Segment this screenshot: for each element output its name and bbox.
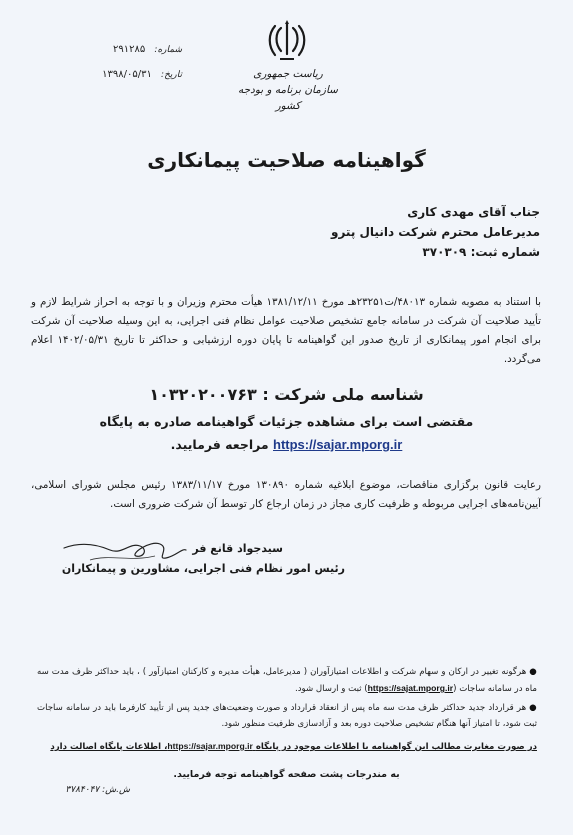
signatory-position: رئیس امور نظام فنی اجرایی، مشاورین و پیمانکاران [61,562,345,575]
signatory-name: سیدجواد قانع فر [192,542,283,555]
sajat-link[interactable]: https://sajat.mporg.ir [367,683,454,693]
serial-label: ش.ش: [102,785,130,795]
footer-note-contracts [37,700,537,732]
certificate-title: گواهینامه صلاحیت پیمانکاری [147,148,426,172]
notice-url-row [0,437,573,452]
national-id-label: شناسه ملی شرکت : [262,385,424,404]
serial-row [40,785,130,795]
registration-number: ۳۷۰۳۰۹ [422,245,467,259]
footer-warning [37,738,537,755]
note-changes-text: هرگونه تغییر در ارکان و سهام شرکت و اطلاعات امتیازآوران ( مدیرعامل، هیأت مدیره و کارکنان امتیازآور ) ، باید حداکثر ظرف مدت سه ماه در سامانه ساجات ( [37,667,537,694]
approval-paragraph: با استناد به مصوبه شماره ۴۸۰۱۳/ت۲۳۲۵۱هـ مورخ ۱۳۸۱/۱۲/۱۱ هیأت محترم وزیران و با توجه به احراز شرایط لازم و تأیید صلاحیت آن شرکت در سامانه جامع تشخیص صلاحیت عوامل نظام فنی اجرایی، به این وسیله صلاحیت آن شرکت برای انجام امور پیمانکاری از تاریخ صدور این گواهینامه تا پایان دوره ارزشیابی و حداکثر تا تاریخ ۱۴۰۲/۰۵/۳۱ اعلام می‌گردد. [31,296,541,365]
letter-date-label: تاریخ: [161,70,182,80]
organization-name [228,66,348,114]
notice-refer-text: مراجعه فرمایید. [170,437,269,452]
letter-date-row [62,69,182,80]
sajar-link[interactable]: https://sajar.mporg.ir [273,437,403,452]
notice-line: مقتضی است برای مشاهده جزئیات گواهینامه صادره به پایگاه [99,414,474,429]
org-line-organization: سازمان برنامه و بودجه کشور [238,84,338,112]
addressee-position: مدیرعامل محترم شرکت دانیال پترو [331,225,540,239]
registration-label: شماره ثبت: [470,245,540,259]
warning-link[interactable]: https://sajar.mporg.ir [167,741,253,751]
warning-text: در صورت مغایرت مطالب این گواهینامه با اطلاعات موجود در پایگاه [255,742,537,752]
warning-text-end: ، اطلاعات پایگاه اصالت دارد [50,742,168,752]
serial-number: ۳۷۸۴۰۴۷ [65,785,100,795]
backpage-note: به مندرجات پشت صفحه گواهینامه توجه فرمایید. [173,769,400,780]
letter-date: ۱۳۹۸/۰۵/۳۱ [102,69,152,80]
iran-emblem-icon [266,18,308,64]
letter-number-label: شماره: [154,45,182,55]
registration-number-row [220,242,540,262]
note-changes-end: ) ثبت و ارسال شود. [295,684,368,694]
note-contracts-text: هر قرارداد جدید حداکثر ظرف مدت سه ماه پس از انعقاد قرارداد و صورت وضعیت‌های جدید پس از تأیید کارفرما باید در سامانه ساجات ثبت شود، تا امتیاز آنها هنگام تشخیص صلاحیت دوره بعد و آزادسازی ظرفیت منظور شود. [37,703,537,729]
national-id-value: ۱۰۳۲۰۲۰۰۷۶۳ [149,385,257,404]
compliance-paragraph: رعایت قانون برگزاری مناقصات، موضوع ابلاغیه شماره ۱۳۰۸۹۰ مورخ ۱۳۸۳/۱۱/۱۷ رئیس مجلس شورای اسلامی، آیین‌نامه‌های اجرایی مربوطه و ظرفیت کاری مجاز در زمان ارجاع کار توسط آن شرکت ضروری است. [31,479,541,510]
footer-note-changes [37,664,537,697]
org-line-presidency: ریاست جمهوری [253,68,323,80]
letter-number: ۲۹۱۲۸۵ [112,44,146,55]
addressee-name: جناب آقای مهدی کاری [407,205,540,219]
bullet-icon: ● [529,667,538,677]
bullet-icon: ● [529,703,537,713]
national-id-row [0,385,573,404]
letter-number-row [62,44,182,55]
